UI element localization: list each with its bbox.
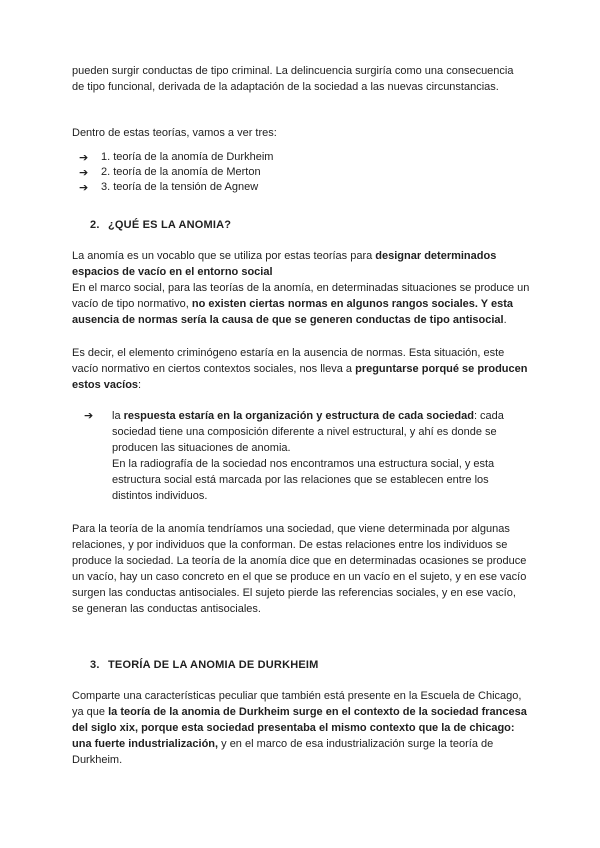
intro-line-1: pueden surgir conductas de tipo criminal. La delincuencia surgiría como una consecuencia — [72, 65, 514, 77]
arrow-icon: ➔ — [79, 151, 89, 164]
theories-intro: Dentro de estas teorías, vamos a ver tres: — [72, 127, 277, 139]
document-page — [72, 63, 530, 768]
section-heading-2: 2. ¿QUÉ ES LA ANOMIA? — [90, 219, 232, 231]
section2-paragraph-3: Es decir, el elemento criminógeno estaría en la ausencia de normas. Esta situación, este vacío normativo en ciertos contextos sociales, nos lleva a preguntarse porqué se producen estos vacíos: — [72, 347, 528, 391]
arrow-icon: ➔ — [79, 166, 89, 179]
intro-line-2: de tipo funcional, derivada de la adaptación de la sociedad a las nuevas circunstancias. — [72, 81, 499, 93]
list-item: ➔ la respuesta estaría en la organización y estructura de cada sociedad: cada sociedad tiene una composición diferente a nivel estructural, y ahí es donde se producen las situaciones de anomia. En la radiografía de la sociedad nos encontramos una estructura social, y esta estructura social está marcada por las relaciones que se establecen entre los distintos individuos. — [84, 409, 504, 502]
section2-paragraph-1: La anomía es un vocablo que se utiliza por estas teorías para designar determinados espacios de vacío en el entorno social — [72, 250, 497, 278]
list-item: ➔ 3. teoría de la tensión de Agnew — [79, 181, 259, 194]
theories-list — [79, 150, 530, 195]
section-heading-3: 3. TEORÍA DE LA ANOMIA DE DURKHEIM — [90, 659, 319, 671]
section2-paragraph-2: En el marco social, para las teorías de la anomía, en determinadas situaciones se produce un vacío de tipo normativo, no existen ciertas normas en algunos rangos sociales. Y esta ausencia de normas sería la causa de que se generen conductas de tipo antisocial. — [72, 282, 530, 326]
section2-paragraph-4: Para la teoría de la anomía tendríamos una sociedad, que viene determinada por algunas relaciones, y por individuos que la conforman. De estas relaciones entre los individuos se produce la sociedad. La teoría de la anomía dice que en determinadas ocasiones se produce un vacío, hay un caso concreto en el que se produce en un vacío en el sujeto, y en ese vacío surgen las conductas antisociales. El sujeto pierde las referencias sociales, y en ese vacío, se generan las conductas antisociales. — [72, 523, 527, 615]
arrow-icon: ➔ — [84, 409, 94, 422]
list-item: ➔ 2. teoría de la anomía de Merton — [79, 166, 261, 179]
intro-paragraph — [72, 63, 530, 95]
section3-paragraph-1: Comparte una características peculiar que también está presente en la Escuela de Chicago, ya que la teoría de la anomia de Durkheim surge en el contexto de la sociedad francesa del siglo xix, porque esta sociedad presentaba el mismo contexto que la de chicago: una fuerte industrialización, y en el marco de esa industrialización surge la teoría de Durkheim. — [72, 690, 527, 766]
answer-bullet — [84, 408, 530, 504]
list-item: ➔ 1. teoría de la anomía de Durkheim — [79, 151, 274, 164]
arrow-icon: ➔ — [79, 181, 89, 194]
